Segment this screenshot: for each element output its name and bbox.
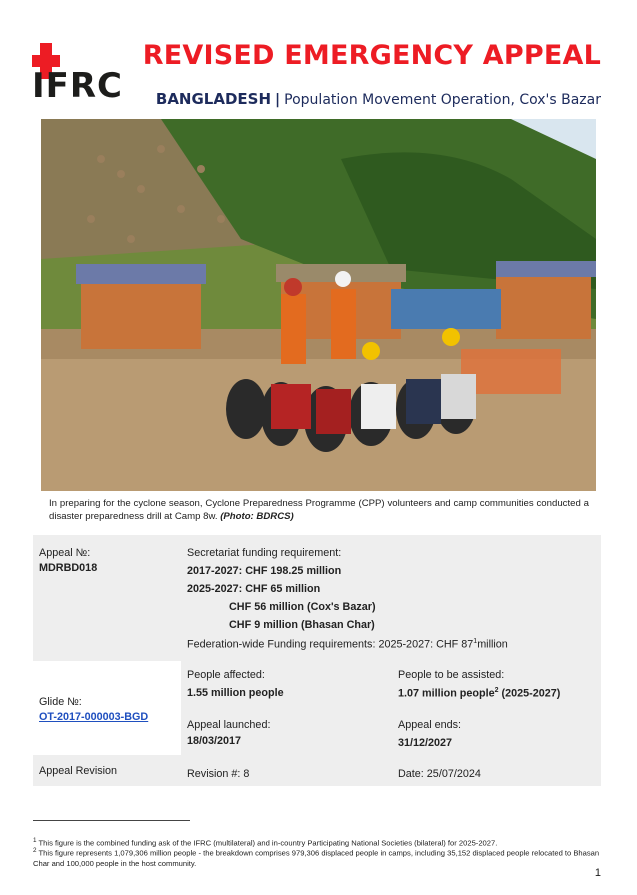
appeal-ends-value: 31/12/2027	[398, 737, 453, 749]
country-label: BANGLADESH	[155, 90, 272, 108]
requirement-2025-2027: 2025-2027: CHF 65 million	[187, 583, 321, 595]
glide-link[interactable]: OT-2017-000003-BGD	[39, 711, 149, 723]
appeal-revision-label: Appeal Revision	[39, 765, 118, 777]
page-title: REVISED EMERGENCY APPEAL	[142, 40, 601, 71]
photo-caption	[49, 497, 589, 523]
footnote-1-text: This figure is the combined funding ask of the IFRC (multilateral) and in-country Participating National Societies (bilateral) for 2025-2027.	[38, 838, 498, 848]
caption-text: In preparing for the cyclone season, Cyclone Preparedness Programme (CPP) volunteers and camp communities conducted a disaster preparedness drill at Camp 8w.	[49, 498, 589, 522]
page-subtitle	[156, 90, 601, 108]
camp-drill-photo	[41, 119, 596, 491]
assisted-number: 1.07 million people	[398, 687, 495, 700]
appeal-summary-box	[33, 535, 601, 786]
people-affected-value: 1.55 million people	[187, 687, 284, 699]
footnote-ref-1: 1	[473, 638, 478, 645]
footnote-2-mark: 2	[33, 847, 37, 854]
people-assisted-value	[398, 687, 560, 700]
requirement-coxs-bazar: CHF 56 million (Cox's Bazar)	[229, 601, 376, 613]
appeal-launched-value: 18/03/2017	[187, 735, 242, 747]
appeal-number-label: Appeal №:	[39, 547, 91, 559]
page-number: 1	[594, 867, 601, 879]
ifrc-logo-text: IFRC	[32, 66, 124, 106]
caption-credit: (Photo: BDRCS)	[220, 511, 294, 522]
appeal-number-value: MDRBD018	[39, 562, 98, 574]
revision-number: Revision #: 8	[187, 768, 250, 780]
federation-wide-requirement	[187, 638, 508, 651]
appeal-ends-label: Appeal ends:	[398, 719, 462, 731]
requirement-2017-2027: 2017-2027: CHF 198.25 million	[187, 565, 342, 577]
people-assisted-label: People to be assisted:	[398, 669, 505, 681]
footnote-divider	[33, 820, 190, 821]
secretariat-label: Secretariat funding requirement:	[187, 547, 342, 559]
requirement-bhasan-char: CHF 9 million (Bhasan Char)	[229, 619, 375, 631]
glide-cell-background	[33, 661, 181, 755]
people-affected-label: People affected:	[187, 669, 265, 681]
assisted-period: (2025-2027)	[498, 687, 561, 700]
federation-text: Federation-wide Funding requirements: 2025-2027: CHF 87	[187, 638, 474, 651]
footnote-2	[33, 846, 605, 869]
footnote-1-mark: 1	[33, 837, 37, 844]
appeal-launched-label: Appeal launched:	[187, 719, 271, 731]
footnote-2-text: This figure represents 1,079,306 million people - the breakdown comprises 979,306 displaced people in camps, including 35,152 displaced people relocated to Bhasan Char and 100,000 people in the host community.	[33, 848, 600, 868]
footnote-ref-2: 2	[494, 687, 499, 694]
revision-date: Date: 25/07/2024	[398, 768, 481, 780]
federation-unit: million	[477, 638, 508, 651]
operation-label: Population Movement Operation, Cox's Bazar	[284, 92, 601, 108]
glide-label: Glide №:	[39, 696, 82, 708]
subtitle-separator: |	[275, 92, 281, 108]
